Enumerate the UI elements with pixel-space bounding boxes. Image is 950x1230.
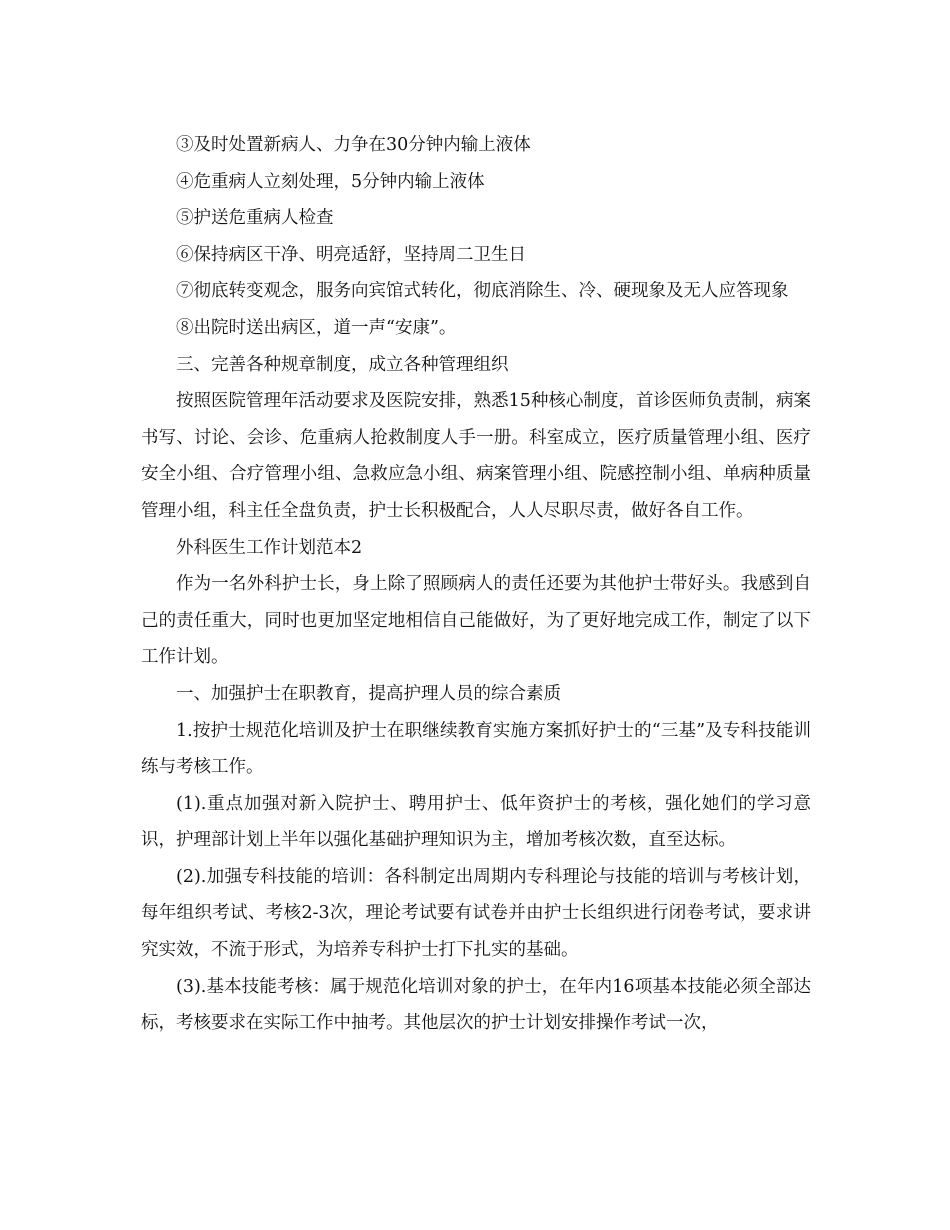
paragraph-item-7: ⑦彻底转变观念，服务向宾馆式转化，彻底消除生、冷、硬现象及无人应答现象 xyxy=(176,281,789,302)
section-heading-3: 三、完善各种规章制度，成立各种管理组织 xyxy=(176,354,509,375)
subitem-2: (2).加强专科技能的培训：各科制定出周期内专科理论与技能的培训与考核计划，每年组织考试、考核2-3次，理论考试要有试卷并由护士长组织进行闭卷考试，要求讲究实效，不流于形式，为培养专科护士打下扎实的基础。 xyxy=(141,866,811,961)
document-body xyxy=(141,127,811,1042)
subitem-1: (1).重点加强对新入院护士、聘用护士、低年资护士的考核，强化她们的学习意识，护理部计划上半年以强化基础护理知识为主，增加考核次数，直至达标。 xyxy=(141,793,811,851)
section-heading-1: 一、加强护士在职教育，提高护理人员的综合素质 xyxy=(176,683,561,704)
paragraph-item-5: ⑤护送危重病人检查 xyxy=(176,208,334,229)
document-subtitle: 外科医生工作计划范本2 xyxy=(176,537,363,558)
body-paragraph-intro: 作为一名外科护士长，身上除了照顾病人的责任还要为其他护士带好头。我感到自己的责任重大，同时也更加坚定地相信自己能做好，为了更好地完成工作，制定了以下工作计划。 xyxy=(141,574,811,668)
paragraph-item-4: ④危重病人立刻处理，5分钟内输上液体 xyxy=(176,171,485,192)
body-paragraph-regulations: 按照医院管理年活动要求及医院安排，熟悉15种核心制度，首诊医师负责制，病案书写、讨论、会诊、危重病人抢救制度人手一册。科室成立，医疗质量管理小组、医疗安全小组、合疗管理小组、急救应急小组、病案管理小组、院感控制小组、单病种质量管理小组，科主任全盘负责，护士长积极配合，人人尽职尽责，做好各自工作。 xyxy=(141,391,811,521)
paragraph-item-6: ⑥保持病区干净、明亮适舒，坚持周二卫生日 xyxy=(176,244,526,265)
subitem-3: (3).基本技能考核：属于规范化培训对象的护士，在年内16项基本技能必须全部达标，考核要求在实际工作中抽考。其他层次的护士计划安排操作考试一次， xyxy=(141,976,811,1034)
paragraph-item-3: ③及时处置新病人、力争在30分钟内输上液体 xyxy=(176,135,531,155)
paragraph-item-8: ⑧出院时送出病区，道一声“安康”。 xyxy=(176,317,457,338)
subsection-1: 1.按护士规范化培训及护士在职继续教育实施方案抓好护士的“三基”及专科技能训练与考核工作。 xyxy=(141,720,811,778)
